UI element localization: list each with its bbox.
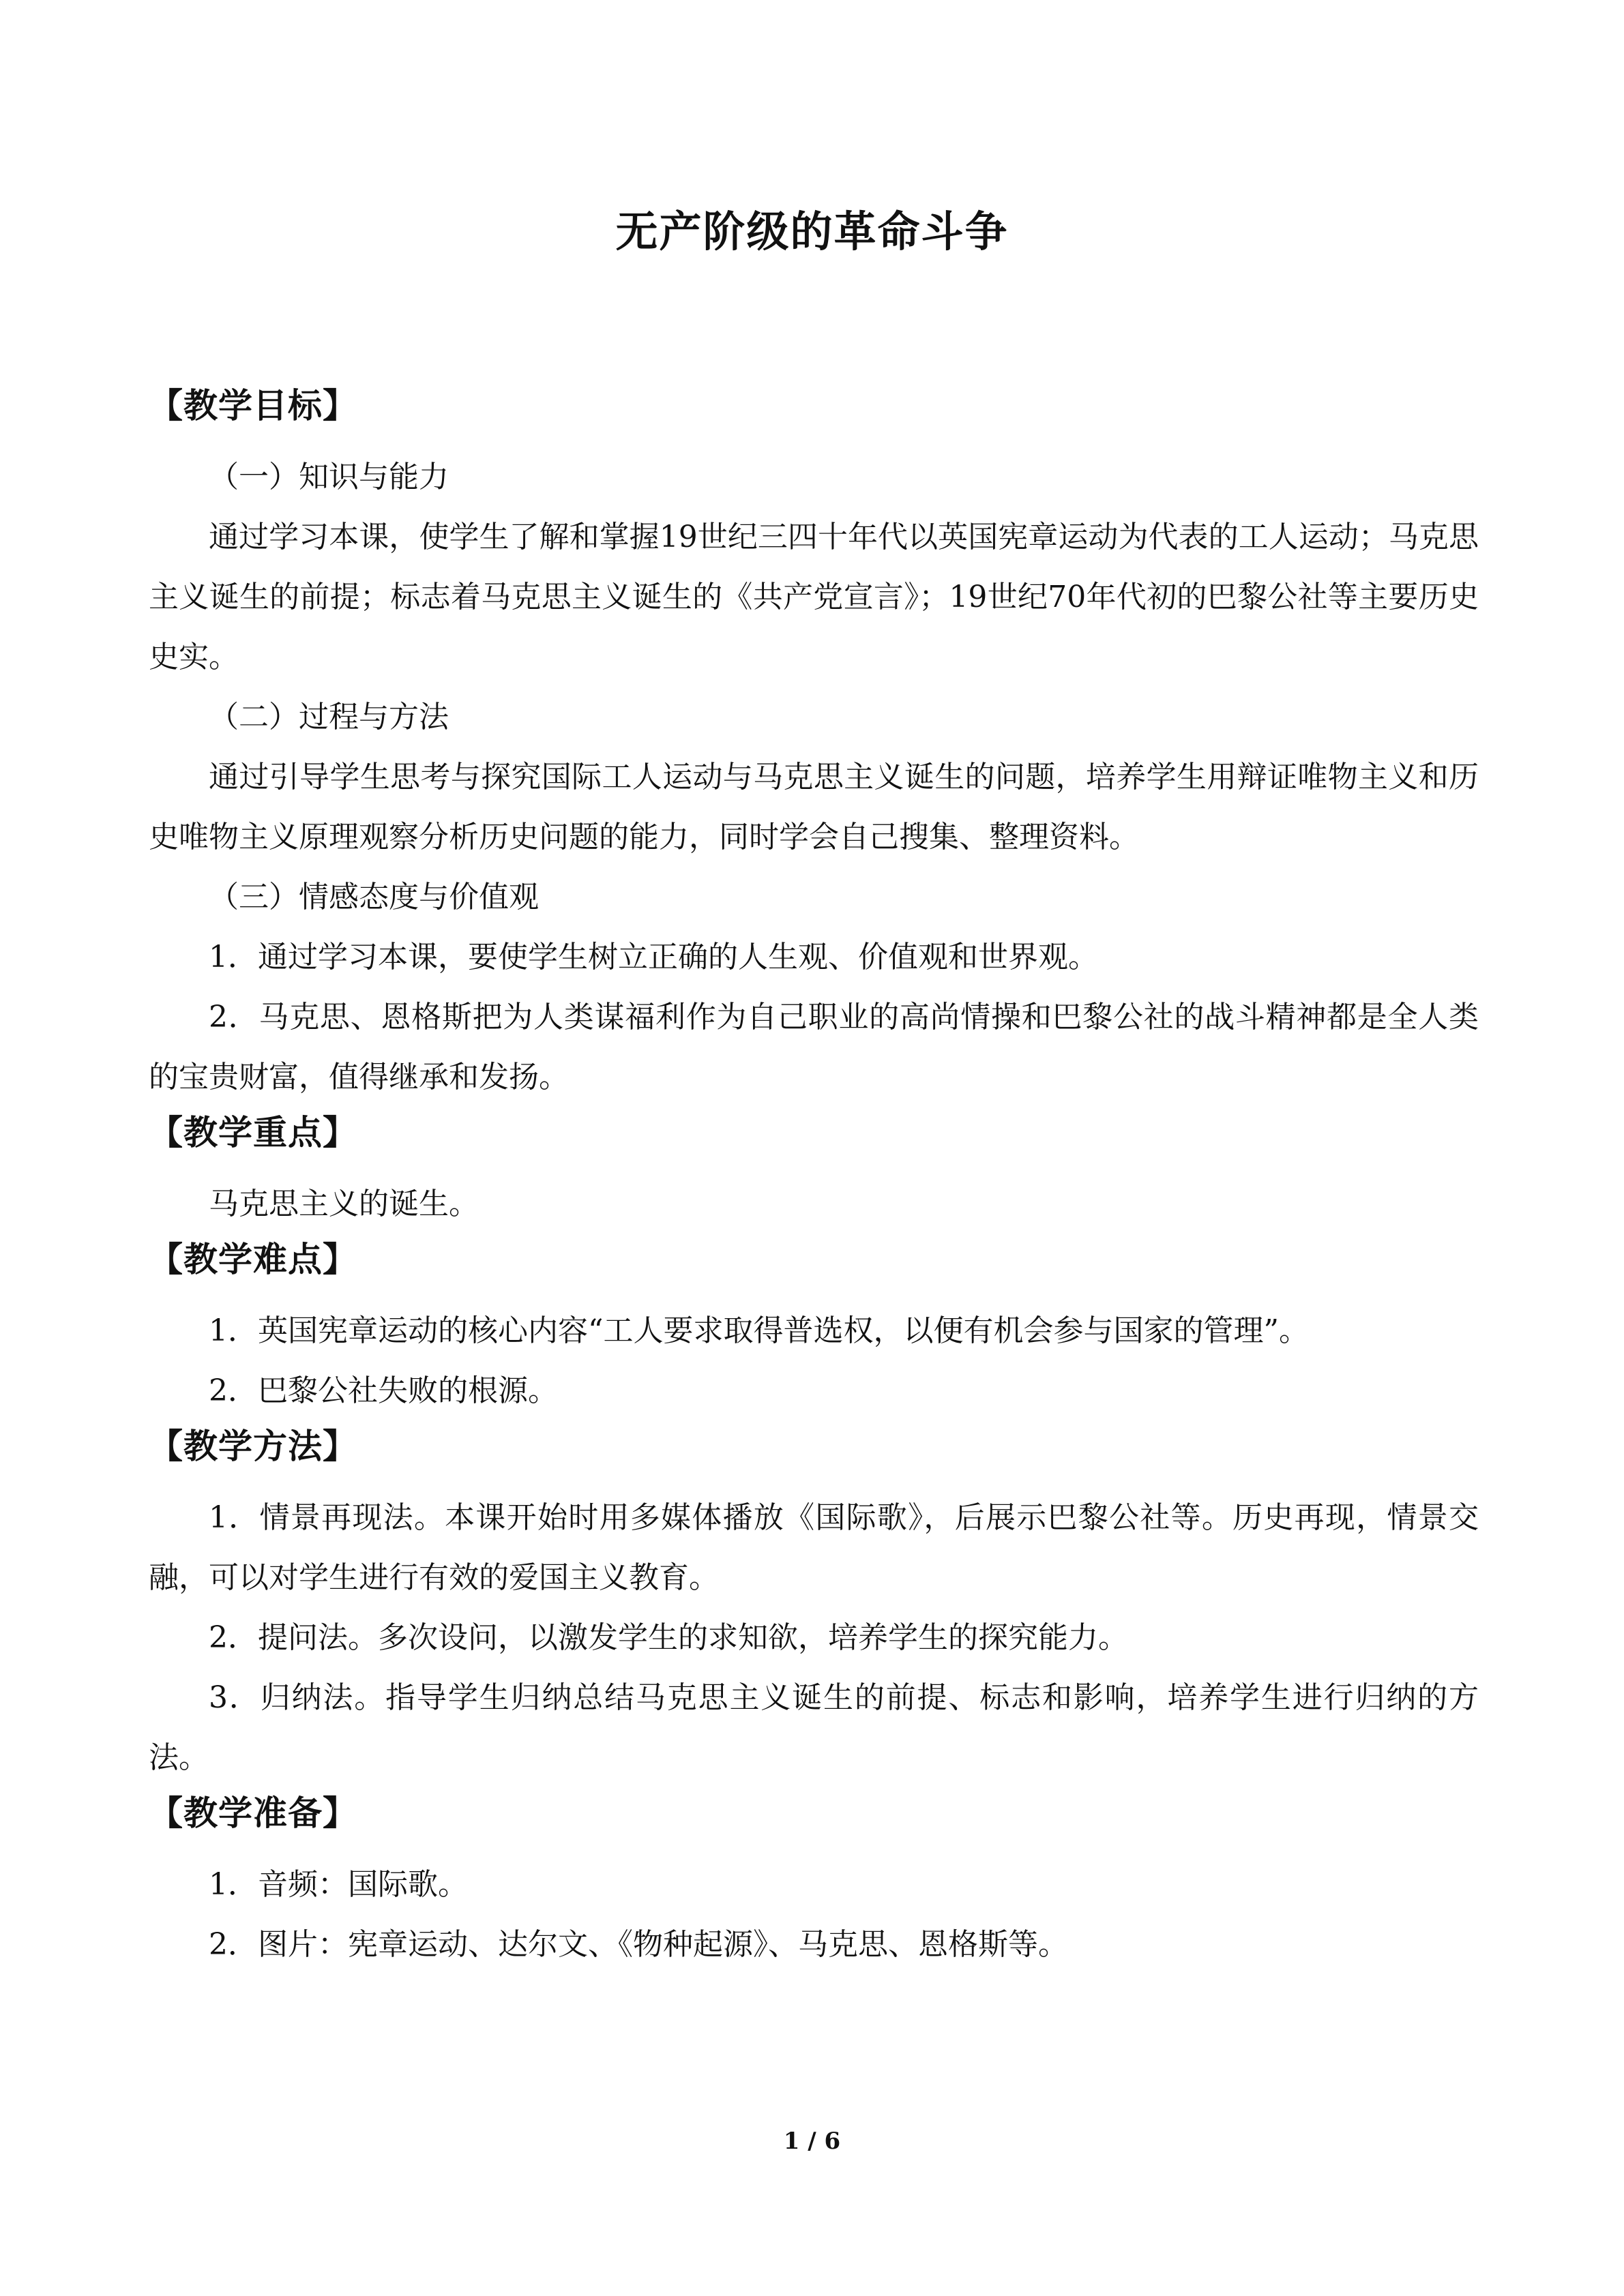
paragraph-method-3: 3．归纳法。指导学生归纳总结马克思主义诞生的前提、标志和影响，培养学生进行归纳的方法。 xyxy=(149,1680,1479,1775)
section-heading-methods: 【教学方法】 xyxy=(149,1427,357,1466)
paragraph-method-1: 1．情景再现法。本课开始时用多媒体播放《国际歌》，后展示巴黎公社等。历史再现，情景交融，可以对学生进行有效的爱国主义教育。 xyxy=(149,1500,1479,1595)
paragraph-difficulty-2: 2．巴黎公社失败的根源。 xyxy=(209,1373,558,1408)
subheading-process: （二）过程与方法 xyxy=(209,700,449,734)
paragraph-values-2: 2．马克思、恩格斯把为人类谋福利作为自己职业的高尚情操和巴黎公社的战斗精神都是全人类的宝贵财富，值得继承和发扬。 xyxy=(149,1000,1479,1094)
section-difficulties xyxy=(149,1236,1479,1421)
subheading-knowledge: （一）知识与能力 xyxy=(209,460,449,494)
section-heading-preparation: 【教学准备】 xyxy=(149,1793,357,1833)
paragraph-difficulty-1: 1．英国宪章运动的核心内容“工人要求取得普选权，以便有机会参与国家的管理”。 xyxy=(209,1313,1309,1348)
paragraph-method-2: 2．提问法。多次设问，以激发学生的求知欲，培养学生的探究能力。 xyxy=(209,1620,1128,1655)
paragraph-key-point: 马克思主义的诞生。 xyxy=(209,1187,479,1221)
document-body xyxy=(149,382,1479,1975)
section-heading-objectives: 【教学目标】 xyxy=(149,386,357,426)
section-heading-key-points: 【教学重点】 xyxy=(149,1113,357,1152)
paragraph-preparation-2: 2．图片：宪章运动、达尔文、《物种起源》、马克思、恩格斯等。 xyxy=(209,1927,1068,1962)
section-objectives xyxy=(149,382,1479,1107)
paragraph-knowledge: 通过学习本课，使学生了解和掌握19世纪三四十年代以英国宪章运动为代表的工人运动；马克思主义诞生的前提；标志着马克思主义诞生的《共产党宣言》；19世纪70年代初的巴黎公社等主要历史史实。 xyxy=(149,520,1479,674)
paragraph-preparation-1: 1．音频：国际歌。 xyxy=(209,1867,468,1902)
subheading-values: （三）情感态度与价值观 xyxy=(209,880,539,914)
paragraph-process: 通过引导学生思考与探究国际工人运动与马克思主义诞生的问题，培养学生用辩证唯物主义和历史唯物主义原理观察分析历史问题的能力，同时学会自己搜集、整理资料。 xyxy=(149,760,1479,854)
section-heading-difficulties: 【教学难点】 xyxy=(149,1240,357,1279)
section-key-points xyxy=(149,1109,1479,1234)
page-number: 1 / 6 xyxy=(783,2128,841,2155)
section-preparation xyxy=(149,1789,1479,1975)
paragraph-values-1: 1．通过学习本课，要使学生树立正确的人生观、价值观和世界观。 xyxy=(209,940,1098,974)
section-methods xyxy=(149,1422,1479,1788)
document-title: 无产阶级的革命斗争 xyxy=(615,207,1009,256)
